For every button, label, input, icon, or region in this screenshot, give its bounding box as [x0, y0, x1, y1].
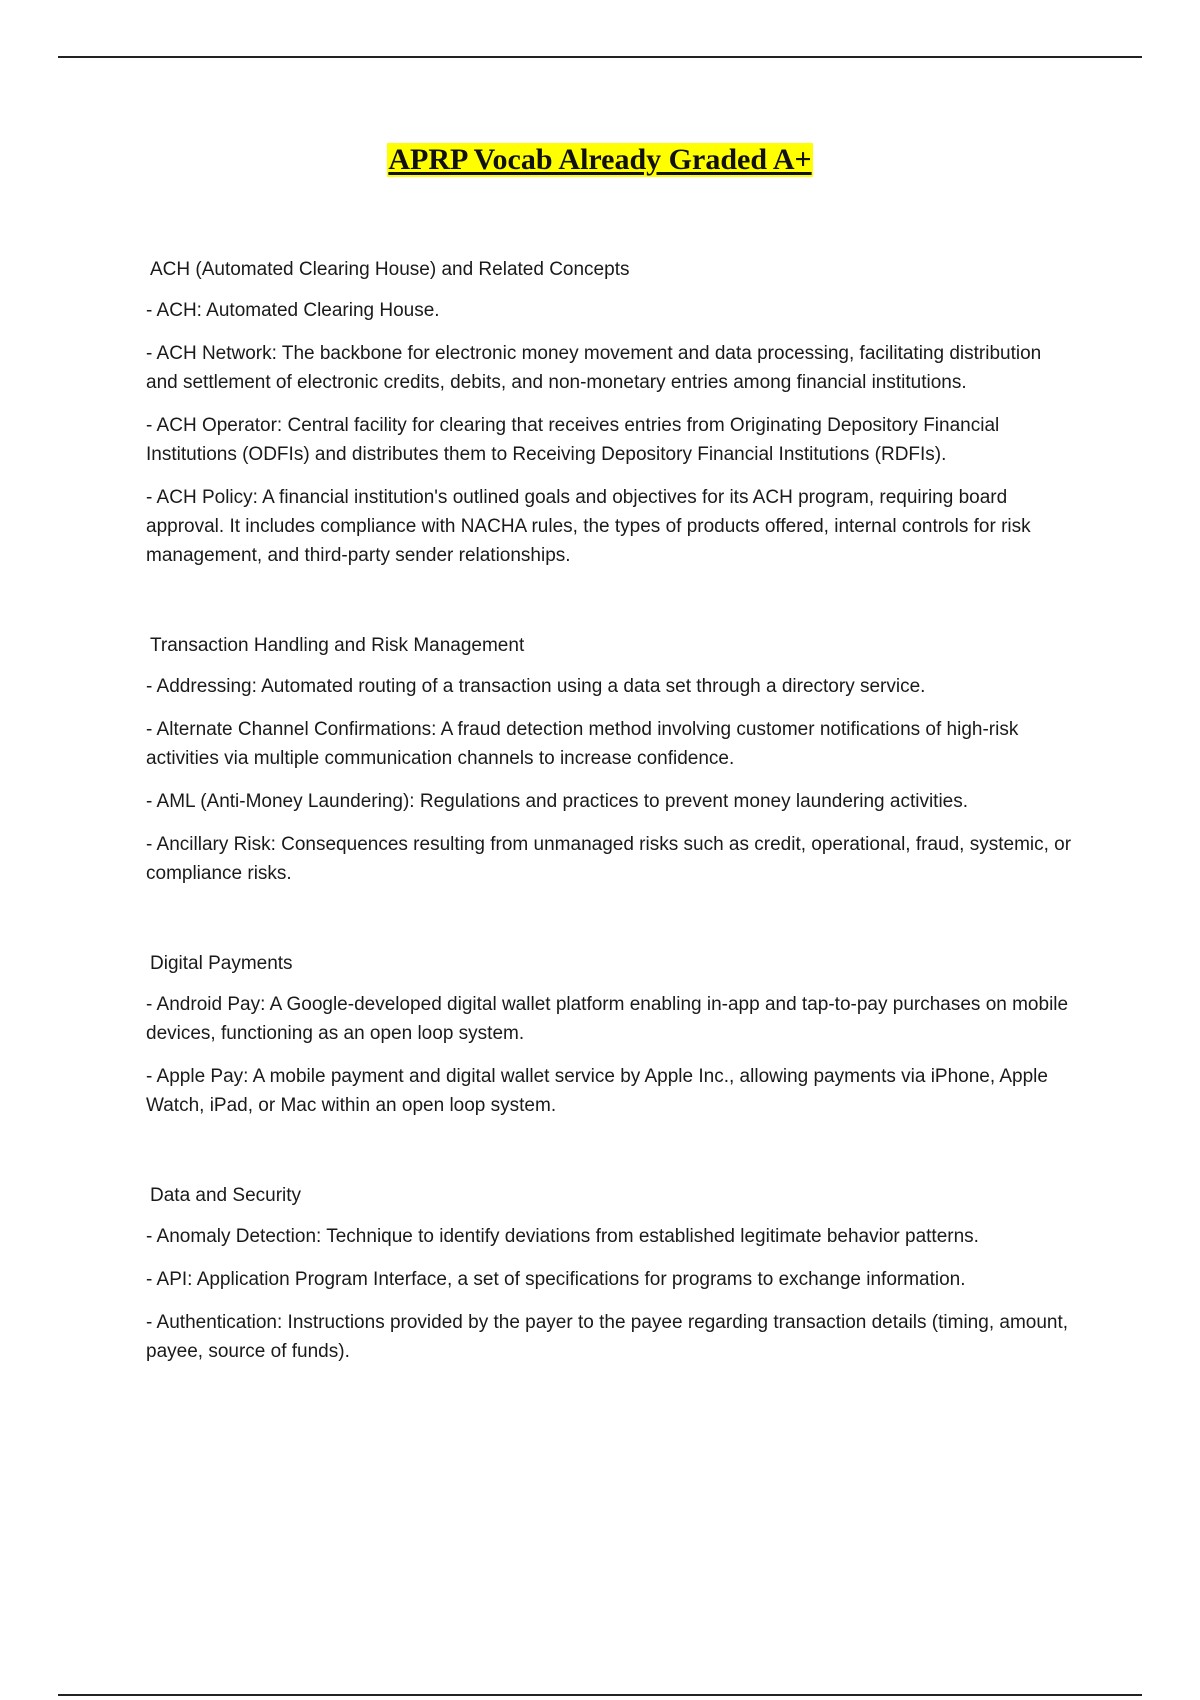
document-body [146, 255, 1076, 1366]
title-container [0, 143, 1200, 177]
section-data-security [146, 1181, 1076, 1366]
section-heading: Data and Security [150, 1185, 302, 1206]
vocab-entry: - Android Pay: A Google-developed digital wallet platform enabling in-app and tap-to-pay purchases on mobile devices, functioning as an open loop system. [146, 994, 1069, 1044]
page-title: APRP Vocab Already Graded A+ [388, 143, 812, 176]
top-rule [58, 56, 1142, 58]
vocab-entry: - Addressing: Automated routing of a transaction using a data set through a directory service. [146, 676, 926, 697]
vocab-entry: - ACH Operator: Central facility for clearing that receives entries from Originating Depository Financial Institutions (ODFIs) and distributes them to Receiving Depository Financial Institutions (RDFIs). [146, 415, 1000, 465]
bottom-rule [58, 1694, 1142, 1696]
vocab-entry: - Anomaly Detection: Technique to identify deviations from established legitimate behavior patterns. [146, 1226, 979, 1247]
section-heading: Transaction Handling and Risk Management [150, 635, 525, 656]
vocab-entry: - Alternate Channel Confirmations: A fraud detection method involving customer notifications of high-risk activities via multiple communication channels to increase confidence. [146, 719, 1019, 769]
vocab-entry: - ACH Policy: A financial institution's outlined goals and objectives for its ACH program, requiring board approval. It includes compliance with NACHA rules, the types of products offered, internal controls for risk management, and third-party sender relationships. [146, 487, 1031, 566]
section-digital-payments [146, 949, 1076, 1120]
section-heading: ACH (Automated Clearing House) and Related Concepts [150, 259, 630, 280]
vocab-entry: - Authentication: Instructions provided by the payer to the payee regarding transaction details (timing, amount, payee, source of funds). [146, 1312, 1069, 1362]
vocab-entry: - Ancillary Risk: Consequences resulting from unmanaged risks such as credit, operational, fraud, systemic, or compliance risks. [146, 834, 1072, 884]
vocab-entry: - AML (Anti-Money Laundering): Regulations and practices to prevent money laundering activities. [146, 791, 969, 812]
vocab-entry: - ACH Network: The backbone for electronic money movement and data processing, facilitating distribution and settlement of electronic credits, debits, and non-monetary entries among financial institutions. [146, 343, 1042, 393]
section-ach [146, 255, 1076, 570]
section-heading: Digital Payments [150, 953, 293, 974]
vocab-entry: - API: Application Program Interface, a set of specifications for programs to exchange information. [146, 1269, 966, 1290]
vocab-entry: - Apple Pay: A mobile payment and digital wallet service by Apple Inc., allowing payments via iPhone, Apple Watch, iPad, or Mac within an open loop system. [146, 1066, 1048, 1116]
section-transaction-risk [146, 631, 1076, 888]
vocab-entry: - ACH: Automated Clearing House. [146, 300, 440, 321]
